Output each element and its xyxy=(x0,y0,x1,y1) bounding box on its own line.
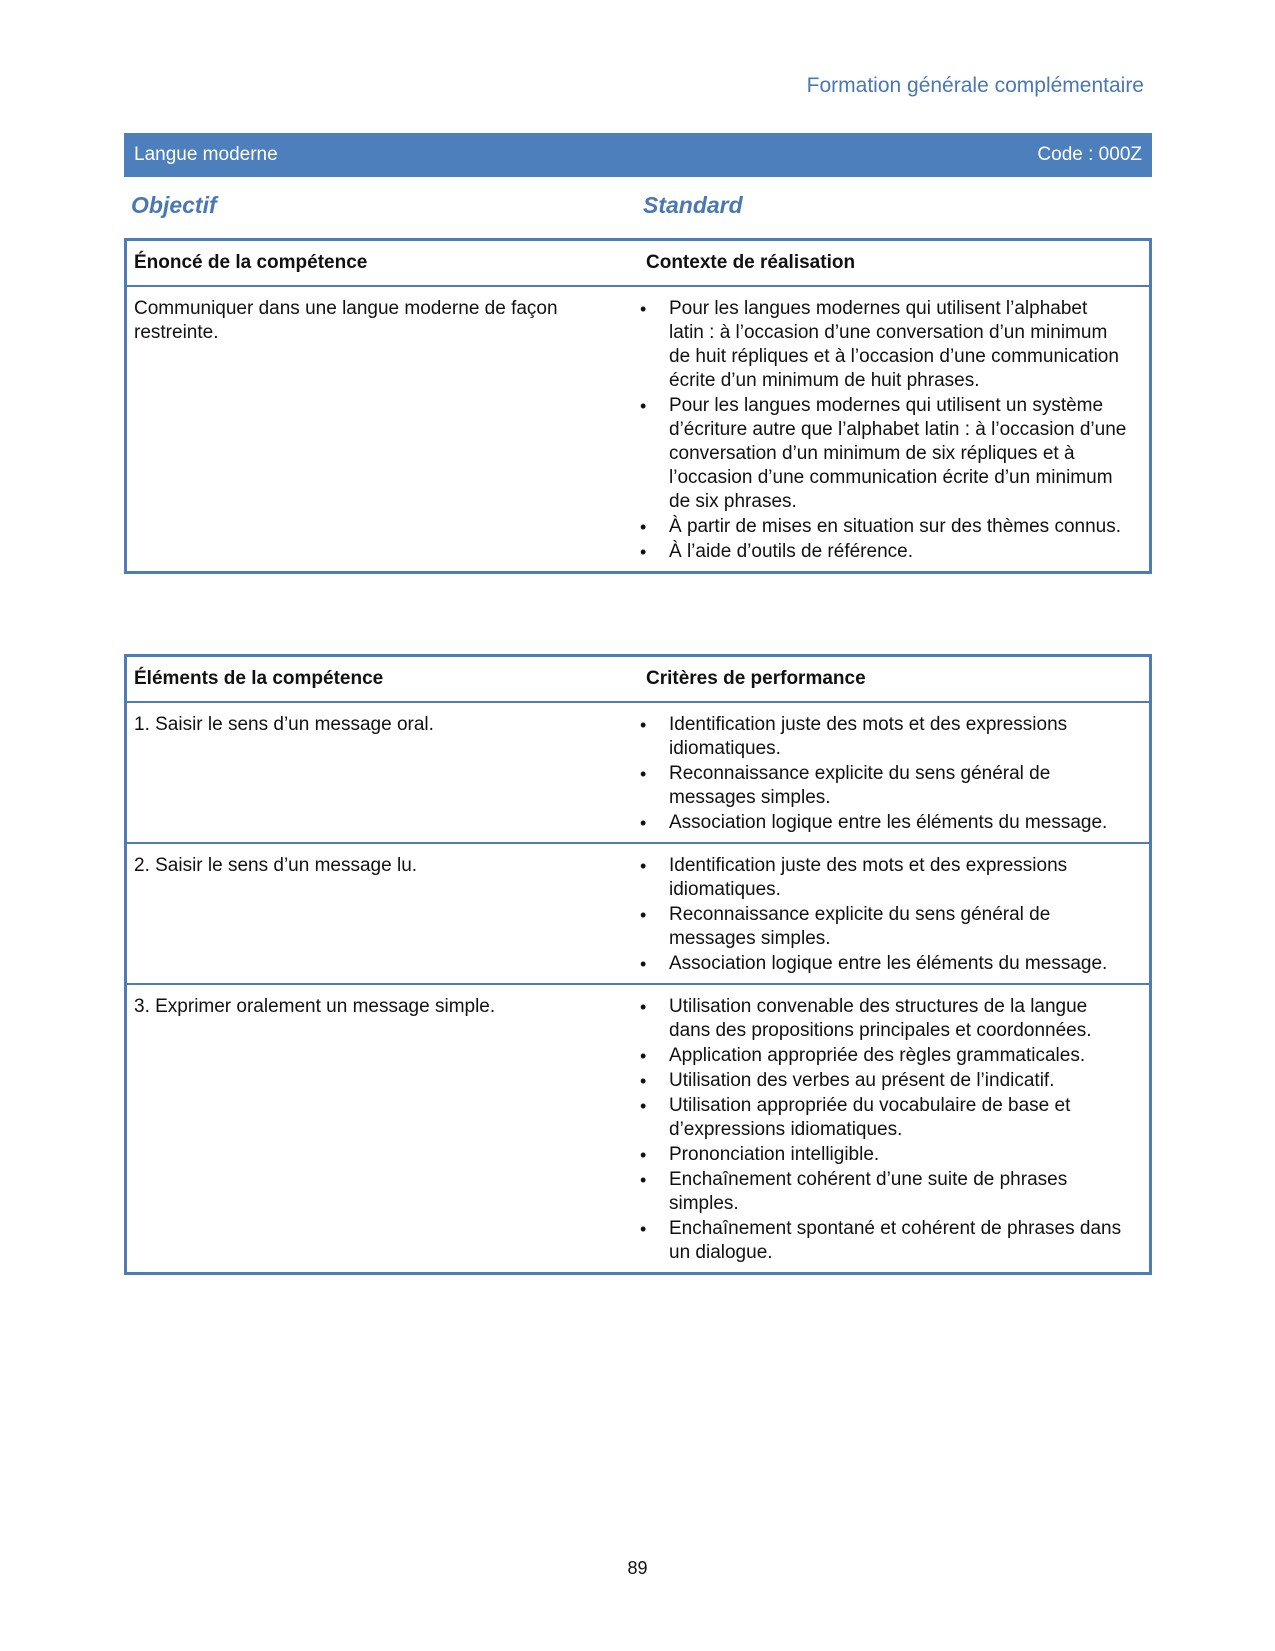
elements-table-header xyxy=(127,657,1149,703)
criterion-item: • Identification juste des mots et des expressions idiomatiques. xyxy=(639,854,1127,902)
competence-row xyxy=(127,287,1149,571)
criteria-list xyxy=(639,854,1149,976)
criterion-item: • Reconnaissance explicite du sens général de messages simples. xyxy=(639,903,1127,951)
element-text: 3. Exprimer oralement un message simple. xyxy=(134,996,496,1017)
standard-label: Standard xyxy=(643,192,743,218)
context-item: • À l’aide d’outils de référence. xyxy=(639,540,1127,564)
criterion-item: • Identification juste des mots et des expressions idiomatiques. xyxy=(639,713,1127,761)
running-title: Formation générale complémentaire xyxy=(806,74,1144,97)
context-item: • Pour les langues modernes qui utilisent un système d’écriture autre que l’alphabet latin : à l’occasion d’une conversation d’un minimum de six répliques et à l’occasion d’une communication écrite d’un minimum de six phrases. xyxy=(639,394,1127,514)
criteria-header: Critères de performance xyxy=(646,668,866,689)
context-header: Contexte de réalisation xyxy=(646,252,856,273)
criteria-list xyxy=(639,713,1149,835)
page-number: 89 xyxy=(627,1558,648,1578)
competence-table xyxy=(124,238,1152,574)
criteria-list xyxy=(639,995,1149,1265)
criterion-item: • Utilisation appropriée du vocabulaire de base et d’expressions idiomatiques. xyxy=(639,1094,1127,1142)
criterion-item: • Enchaînement spontané et cohérent de phrases dans un dialogue. xyxy=(639,1217,1127,1265)
table-row xyxy=(127,842,1149,983)
context-list xyxy=(639,297,1149,564)
objective-label: Objectif xyxy=(131,192,217,218)
element-text: 1. Saisir le sens d’un message oral. xyxy=(134,714,434,735)
context-item: • À partir de mises en situation sur des thèmes connus. xyxy=(639,515,1127,539)
course-banner xyxy=(124,133,1152,177)
criterion-item: • Association logique entre les éléments du message. xyxy=(639,811,1127,835)
subject-label: Langue moderne xyxy=(134,144,278,165)
elements-header: Éléments de la compétence xyxy=(134,668,384,689)
table-row xyxy=(127,983,1149,1272)
competence-table-header xyxy=(127,241,1149,287)
course-code: Code : 000Z xyxy=(1037,144,1142,165)
criterion-item: • Utilisation des verbes au présent de l’indicatif. xyxy=(639,1069,1127,1093)
context-item: • Pour les langues modernes qui utilisent l’alphabet latin : à l’occasion d’une conversation d’un minimum de huit répliques et à l’occasion d’une communication écrite d’un minimum de huit phrases. xyxy=(639,297,1127,393)
criterion-item: • Reconnaissance explicite du sens général de messages simples. xyxy=(639,762,1127,810)
section-labels xyxy=(124,188,1152,224)
table-row xyxy=(127,703,1149,842)
criterion-item: • Enchaînement cohérent d’une suite de phrases simples. xyxy=(639,1168,1127,1216)
criterion-item: • Utilisation convenable des structures de la langue dans des propositions principales et coordonnées. xyxy=(639,995,1127,1043)
competence-statement-header: Énoncé de la compétence xyxy=(134,252,368,273)
element-text: 2. Saisir le sens d’un message lu. xyxy=(134,855,418,876)
criterion-item: • Application appropriée des règles grammaticales. xyxy=(639,1044,1127,1068)
elements-table xyxy=(124,654,1152,1275)
competence-statement: Communiquer dans une langue moderne de façon restreinte. xyxy=(134,298,558,343)
criterion-item: • Association logique entre les éléments du message. xyxy=(639,952,1127,976)
criterion-item: • Prononciation intelligible. xyxy=(639,1143,1127,1167)
